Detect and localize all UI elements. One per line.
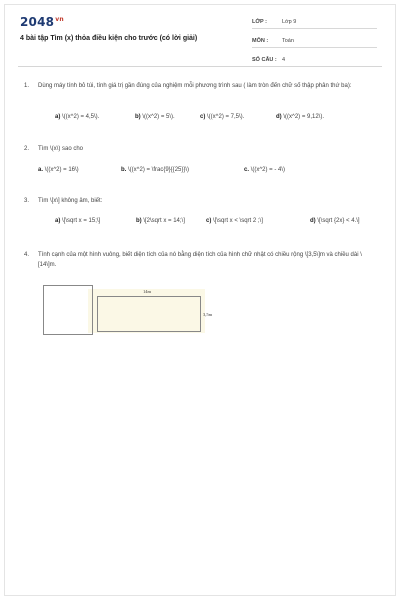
option-text: \((x^2) = 16\) [44, 167, 79, 173]
option-key: a) [55, 218, 61, 224]
option-key: b) [136, 218, 142, 224]
option-text: \[\sqrt x < \sqrt 2 ;\] [213, 218, 263, 224]
option-key: d) [276, 114, 282, 120]
meta-value: 4 [282, 56, 286, 63]
square-shape [43, 285, 93, 335]
option-key: b) [135, 114, 141, 120]
option [55, 218, 100, 224]
option [121, 167, 189, 173]
meta-row-count [252, 53, 377, 67]
option-key: a. [38, 167, 44, 173]
option [38, 167, 79, 173]
option-text: \((x^2) = 4,5\). [62, 114, 100, 120]
option [136, 218, 185, 224]
meta-block [252, 15, 377, 72]
option [310, 218, 360, 224]
option [55, 114, 99, 120]
option-text: \((x^2) = \frac{9}{{25}}\) [128, 167, 190, 173]
brand-logo[interactable] [20, 15, 64, 29]
meta-value: Toán [282, 37, 294, 44]
question-text: Tìm \[x\] không âm, biết: [38, 198, 103, 204]
option-key: c. [244, 167, 250, 173]
meta-label: SỐ CÂU : [252, 56, 277, 63]
question-text: Tìm \(x\) sao cho [38, 146, 84, 152]
option-text: \[\sqrt {2x} < 4.\] [317, 218, 360, 224]
meta-label: MÔN : [252, 37, 269, 44]
option-text: \((x^2) = - 4\) [250, 167, 286, 173]
meta-value: Lớp 9 [282, 18, 297, 25]
option [276, 114, 324, 120]
option-key: c) [200, 114, 206, 120]
option-text: \[2\sqrt x = 14;\] [143, 218, 185, 224]
rectangle-length-label: 14m [143, 289, 152, 294]
option [135, 114, 175, 120]
question-text: Tính cạnh của một hình vuông, biết diện tích của nó bằng diện tích của hình chữ nhật có chiều rộng \[3,5\]m và chiều dài \[14\]m. [38, 252, 362, 268]
question-number: 3. [24, 198, 30, 204]
option-text: \((x^2) = 9,12\). [283, 114, 325, 120]
meta-label: LỚP : [252, 18, 267, 25]
option-text: \[\sqrt x = 15;\] [62, 218, 101, 224]
option [206, 218, 263, 224]
option-text: \((x^2) = 5\). [142, 114, 175, 120]
option [244, 167, 285, 173]
brand-suffix: vn [55, 16, 64, 23]
question-number: 4. [24, 252, 30, 258]
rectangle-width-label: 3,5m [203, 312, 213, 317]
option-text: \((x^2) = 7,5\). [207, 114, 245, 120]
document-title: 4 bài tập Tìm (x) thỏa điều kiện cho trước (có lời giải) [20, 35, 198, 42]
brand-name: 2048 [20, 15, 55, 29]
option-key: a) [55, 114, 61, 120]
question-number: 1. [24, 83, 30, 89]
header-divider [18, 66, 382, 67]
option-key: d) [310, 218, 316, 224]
option-key: b. [121, 167, 127, 173]
question-number: 2. [24, 146, 30, 152]
meta-row-class [252, 15, 377, 29]
meta-row-subject [252, 34, 377, 48]
option [200, 114, 244, 120]
question-text: Dùng máy tính bỏ túi, tính giá trị gần đúng của nghiệm mỗi phương trình sau ( làm tròn đến chữ số thập phân thứ ba): [38, 83, 352, 89]
rectangle-shape [97, 296, 201, 332]
option-key: c) [206, 218, 212, 224]
